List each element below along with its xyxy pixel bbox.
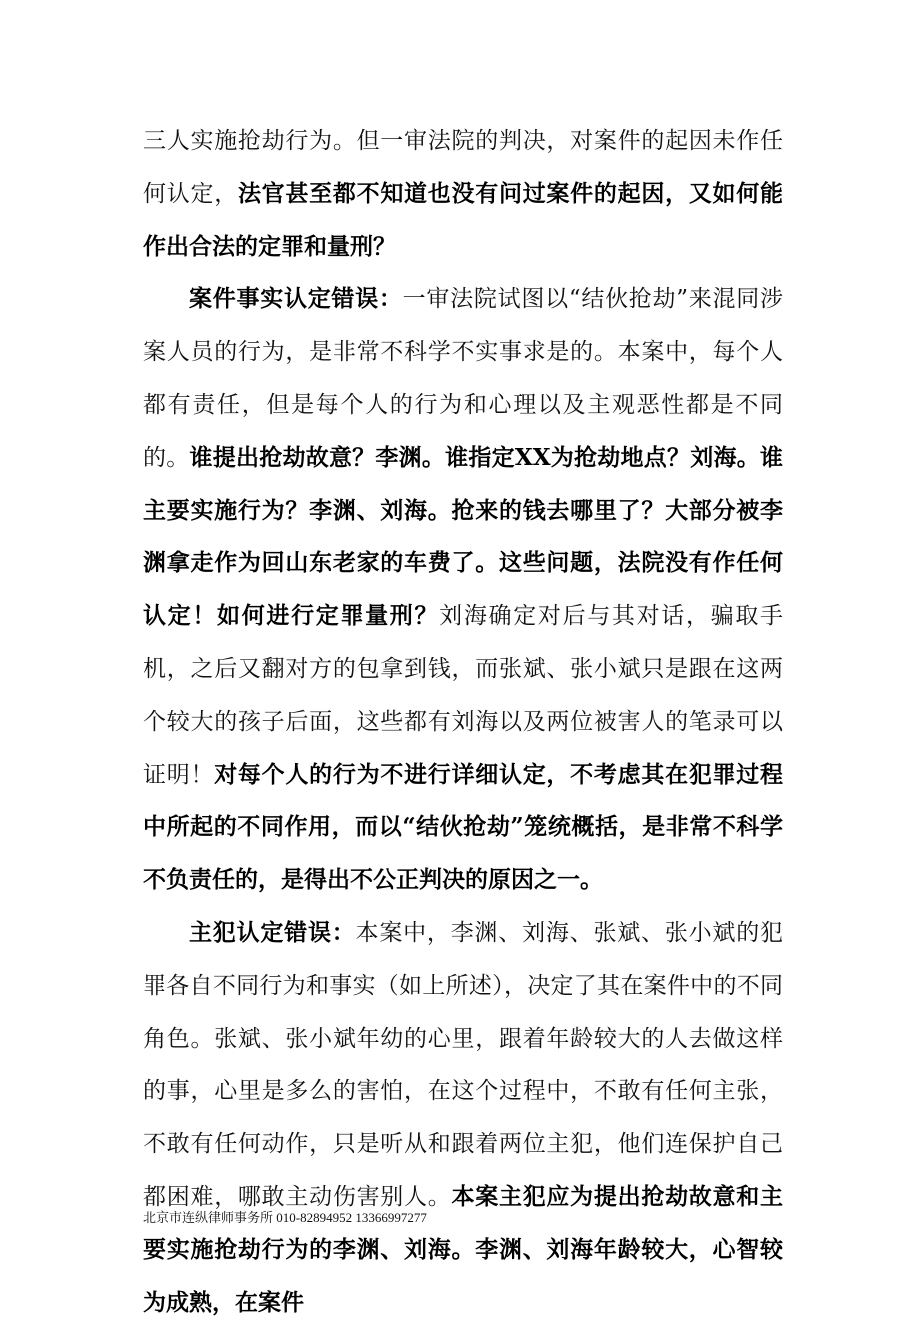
paragraph-fact-error [143,273,783,907]
section-heading-fact-error: 案件事实认定错误： [189,285,403,313]
text-segment: 刘海确定对后与其对话，骗取手机，之后又翻对方的包拿到钱，而张斌、张小斌只是跟在这两个较大的孩子后面，这些都有刘海以及两位被害人的笔录可以证明！ [143,603,784,788]
text-segment-bold: 法官甚至都不知道也没有问过案件的起因，又如何能作出合法的定罪和量刑？ [143,179,784,260]
document-body [143,115,783,1329]
paragraph-principal-error [143,907,783,1329]
page-footer: 北京市连纵律师事务所 010-82894952 13366997277 [143,1210,427,1225]
text-segment-bold: 谁提出抢劫故意？李渊。谁指定XX为抢劫地点？刘海。谁主要实施行为？李渊、刘海。抢来的钱去哪里了？大部分被李渊拿走作为回山东老家的车费了。这些问题，法院没有作任何认定！如何进行定罪量刑？ [143,443,783,630]
text-segment-bold: 对每个人的行为不进行详细认定，不考虑其在犯罪过程中所起的不同作用，而以“结伙抢劫”笼统概括，是非常不科学不负责任的，是得出不公正判决的原因之一。 [143,760,784,894]
text-segment: 三人实施抢劫行为。但一审法院的判决，对案件的起因未作任何认定， [143,128,783,207]
text-segment: 一审法院试图以“结伙抢劫”来混同涉案人员的行为，是非常不科学不实事求是的。本案中，每个人都有责任，但是每个人的行为和心理以及主观恶性都是不同的。 [143,286,783,471]
paragraph-case-cause [143,115,783,273]
text-segment-bold: 本案主犯应为提出抢劫故意和主要实施抢劫行为的李渊、刘海。李渊、刘海年龄较大，心智较为成熟，在案件 [143,1182,784,1316]
section-heading-principal-error: 主犯认定错误： [189,918,356,946]
text-segment: 本案中，李渊、刘海、张斌、张小斌的犯罪各自不同行为和事实（如上所述），决定了其在案件中的不同角色。张斌、张小斌年幼的心里，跟着年龄较大的人去做这样的事，心里是多么的害怕，在这个过程中，不敢有任何主张，不敢有任何动作，只是听从和跟着两位主犯，他们连保护自己都困难，哪敢主动伤害别人。 [143,919,784,1210]
